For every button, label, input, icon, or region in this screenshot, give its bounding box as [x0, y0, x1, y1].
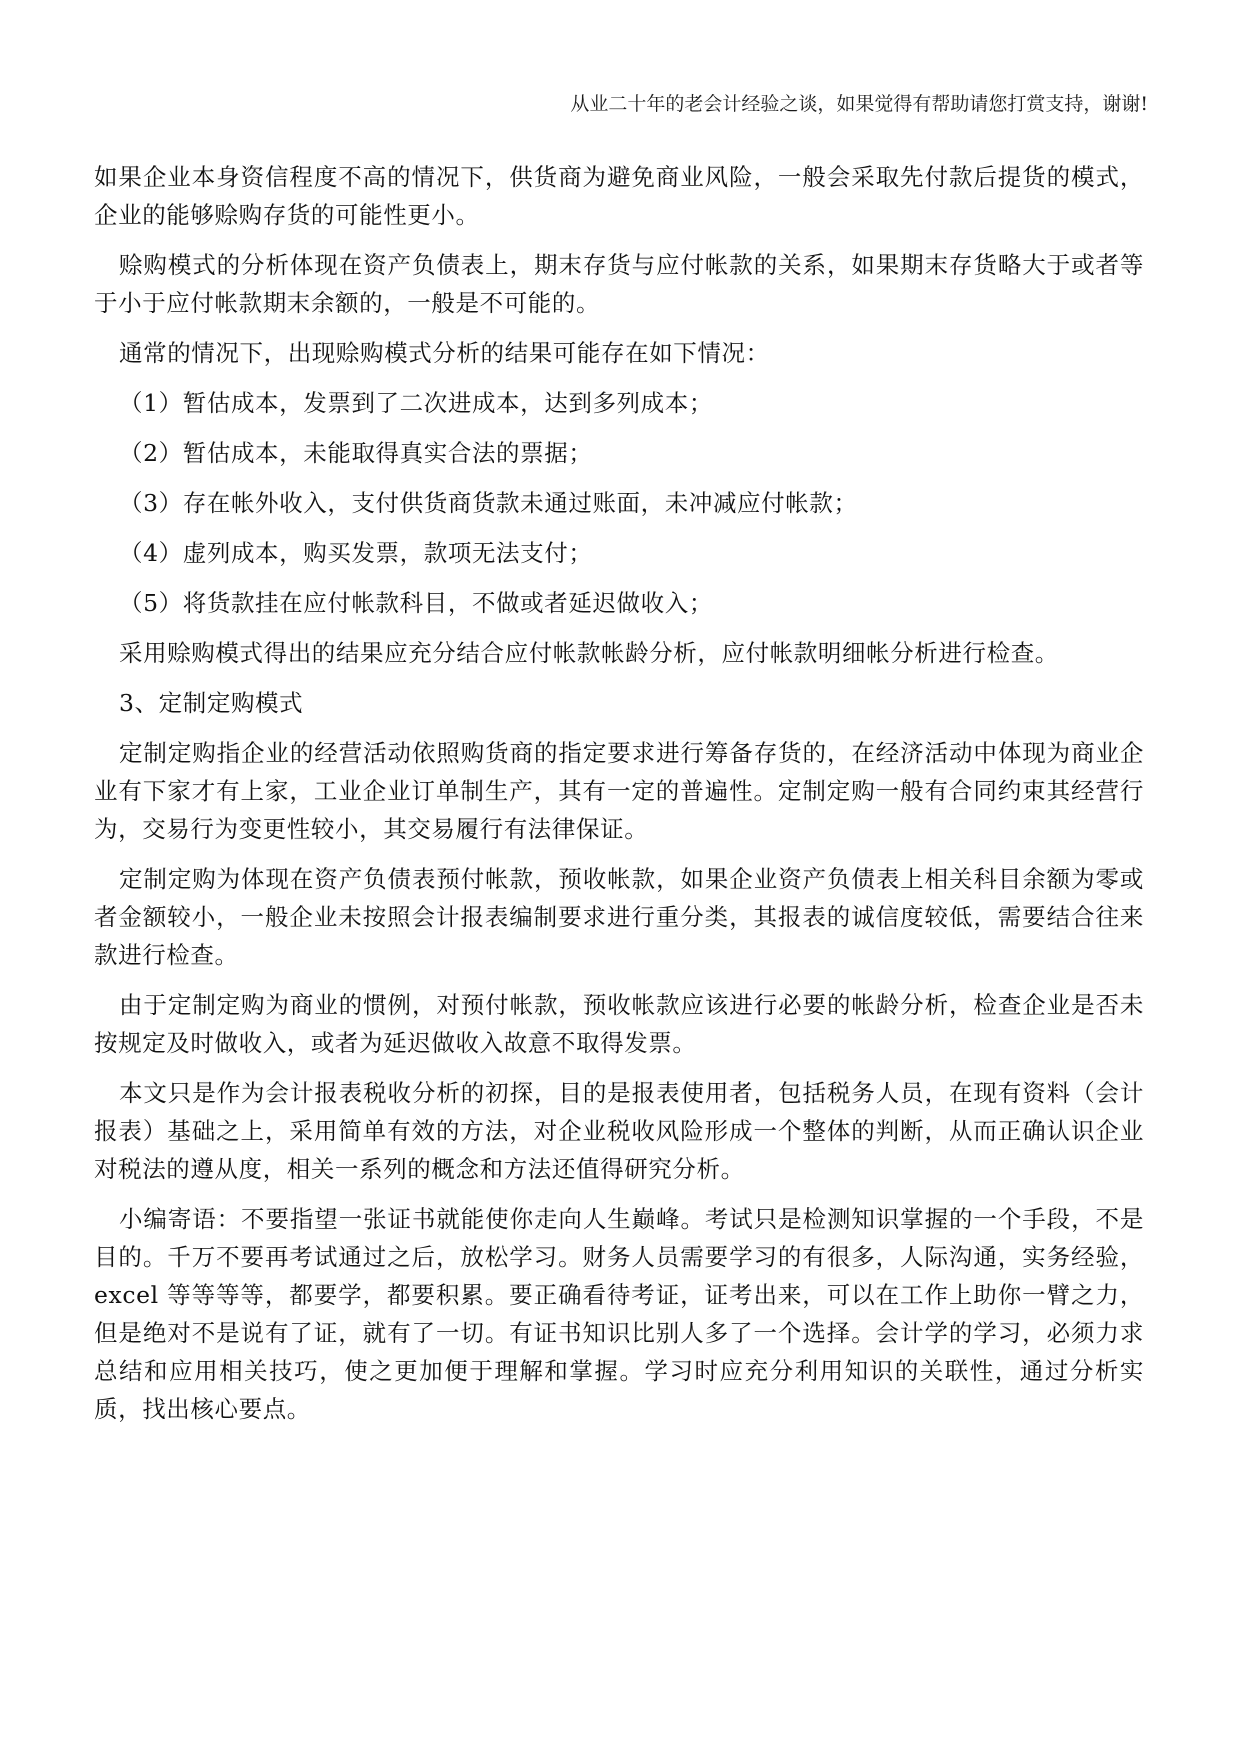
paragraph: 赊购模式的分析体现在资产负债表上，期末存货与应付帐款的关系，如果期末存货略大于或者等于小于应付帐款期末余额的，一般是不可能的。: [94, 251, 1144, 317]
paragraph: 定制定购指企业的经营活动依照购货商的指定要求进行筹备存货的，在经济活动中体现为商业企业有下家才有上家，工业企业订单制生产，其有一定的普遍性。定制定购一般有合同约束其经营行为，交易行为变更性较小，其交易履行有法律保证。: [94, 739, 1144, 843]
header-note: 从业二十年的老会计经验之谈，如果觉得有帮助请您打赏支持，谢谢!: [570, 93, 1148, 115]
paragraph: 定制定购为体现在资产负债表预付帐款，预收帐款，如果企业资产负债表上相关科目余额为零或者金额较小，一般企业未按照会计报表编制要求进行重分类，其报表的诚信度较低，需要结合往来款进行检查。: [94, 865, 1144, 969]
section-heading: 3、定制定购模式: [119, 689, 304, 717]
paragraph: 通常的情况下，出现赊购模式分析的结果可能存在如下情况：: [119, 339, 770, 367]
paragraph: 采用赊购模式得出的结果应充分结合应付帐款帐龄分析，应付帐款明细帐分析进行检查。: [119, 639, 1059, 667]
paragraph: 如果企业本身资信程度不高的情况下，供货商为避免商业风险，一般会采取先付款后提货的模式，企业的能够赊购存货的可能性更小。: [94, 163, 1144, 229]
paragraph: 本文只是作为会计报表税收分析的初探，目的是报表使用者，包括税务人员，在现有资料（会计报表）基础之上，采用简单有效的方法，对企业税收风险形成一个整体的判断，从而正确认识企业对税法的遵从度，相关一系列的概念和方法还值得研究分析。: [94, 1079, 1144, 1183]
list-item: （1）暂估成本，发票到了二次进成本，达到多列成本；: [119, 389, 713, 417]
list-item: （2）暂估成本，未能取得真实合法的票据；: [119, 439, 593, 467]
document-body: [94, 158, 1144, 1440]
list-item: （3）存在帐外收入，支付供货商货款未通过账面，未冲减应付帐款；: [119, 489, 858, 517]
paragraph: 由于定制定购为商业的惯例，对预付帐款，预收帐款应该进行必要的帐龄分析，检查企业是否未按规定及时做收入，或者为延迟做收入故意不取得发票。: [94, 991, 1144, 1057]
paragraph: 小编寄语：不要指望一张证书就能使你走向人生巅峰。考试只是检测知识掌握的一个手段，不是目的。千万不要再考试通过之后，放松学习。财务人员需要学习的有很多，人际沟通，实务经验，excel 等等等等，都要学，都要积累。要正确看待考证，证考出来，可以在工作上助你一臂之力，但是绝对不是说有了证，就有了一切。有证书知识比别人多了一个选择。会计学的学习，必须力求总结和应用相关技巧，使之更加便于理解和掌握。学习时应充分利用知识的关联性，通过分析实质，找出核心要点。: [94, 1205, 1144, 1423]
list-item: （5）将货款挂在应付帐款科目，不做或者延迟做收入；: [119, 589, 713, 617]
list-item: （4）虚列成本，购买发票，款项无法支付；: [119, 539, 593, 567]
